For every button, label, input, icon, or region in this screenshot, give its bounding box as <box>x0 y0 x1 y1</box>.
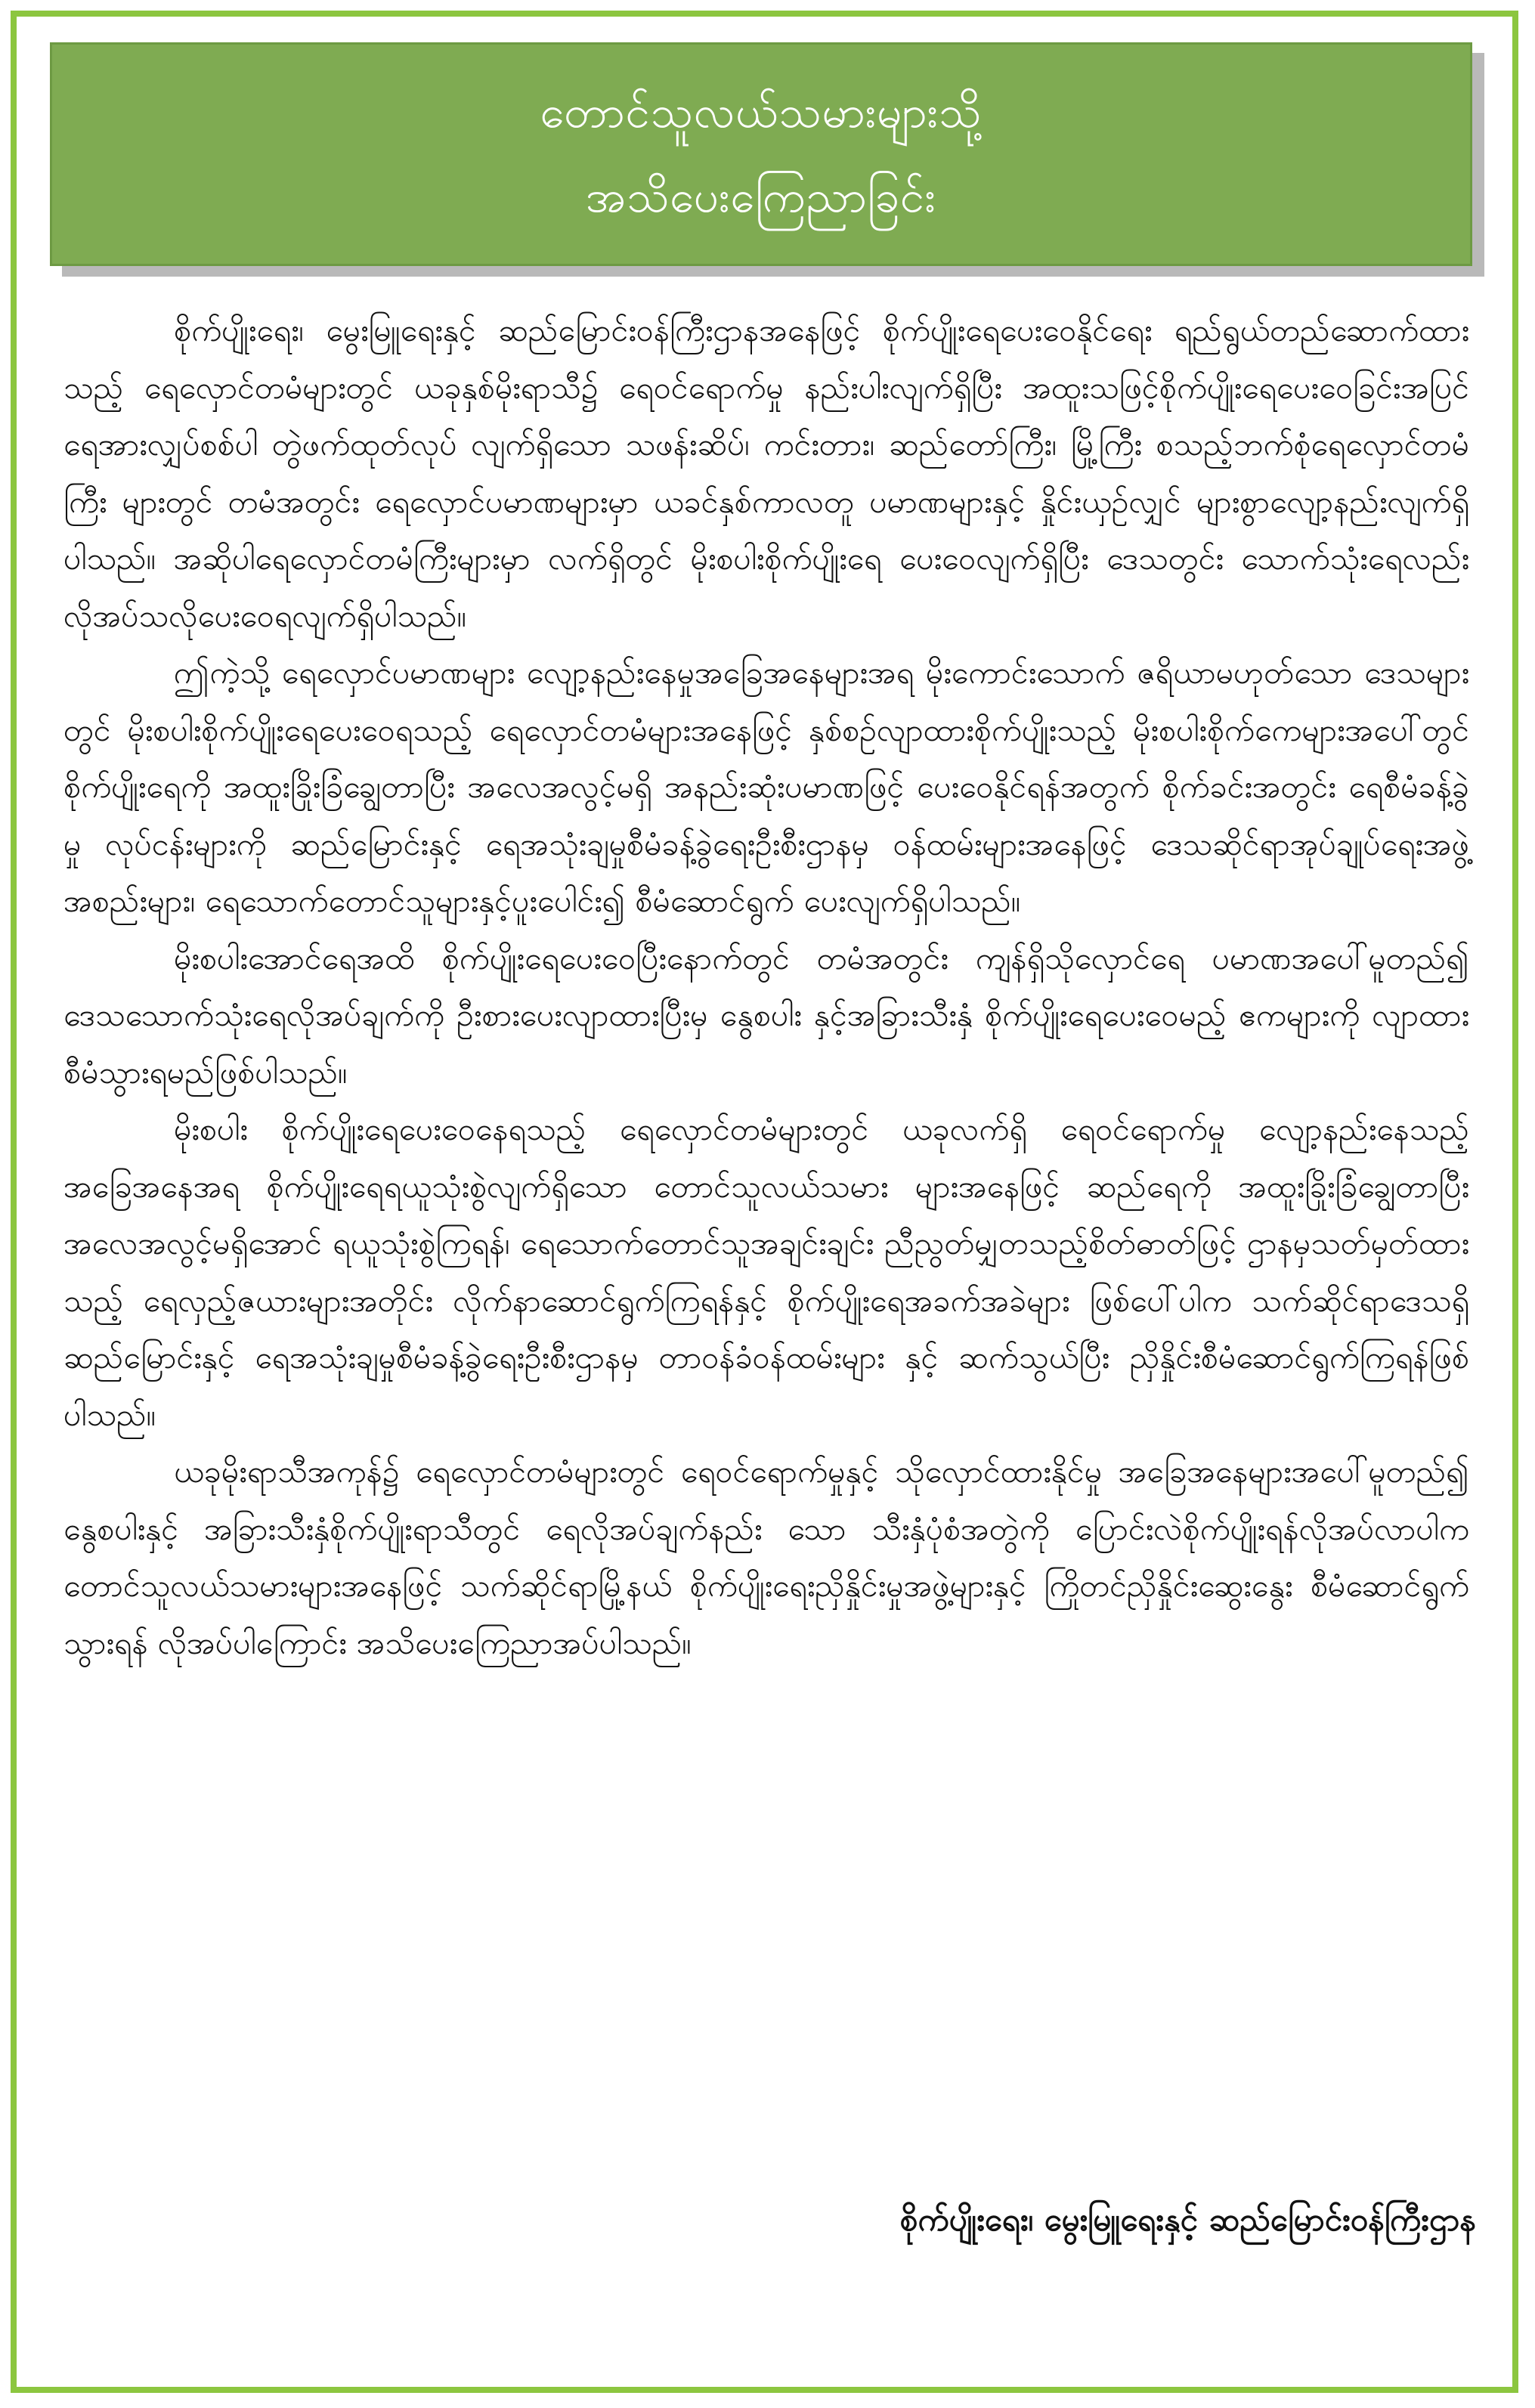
paragraph-4: မိုးစပါး စိုက်ပျိုးရေပေးဝေနေရသည့် ရေလှောင်တမံများတွင် ယခုလက်ရှိ ရေဝင်ရောက်မှု လျော့နည်းနေသည့် အခြေအနေအရ စိုက်ပျိုးရေရယူသုံးစွဲလျက်ရှိသော တောင်သူလယ်သမား များအနေဖြင့် ဆည်ရေကို အထူးခြိုးခြံချွေတာပြီး အလေအလွင့်မရှိအောင် ရယူသုံးစွဲကြရန်၊ ရေသောက်တောင်သူအချင်းချင်း ညီညွတ်မျှတသည့်စိတ်ဓာတ်ဖြင့် ဌာနမှသတ်မှတ်ထားသည့် ရေလှည့်ဇယားများအတိုင်း လိုက်နာဆောင်ရွက်ကြရန်နှင့် စိုက်ပျိုးရေအခက်အခဲများ ဖြစ်ပေါ်ပါက သက်ဆိုင်ရာဒေသရှိ ဆည်မြောင်းနှင့် ရေအသုံးချမှုစီမံခန့်ခွဲရေးဦးစီးဌာနမှ တာဝန်ခံဝန်ထမ်းများ နှင့် ဆက်သွယ်ပြီး ညှိနှိုင်းစီမံဆောင်ရွက်ကြရန်ဖြစ်ပါသည်။ <box>63 1111 1469 1433</box>
paragraph-1: စိုက်ပျိုးရေး၊ မွေးမြူရေးနှင့် ဆည်မြောင်းဝန်ကြီးဌာနအနေဖြင့် စိုက်ပျိုးရေပေးဝေနိုင်ရေး ရည်ရွယ်တည်ဆောက်ထားသည့် ရေလှောင်တမံများတွင် ယခုနှစ်မိုးရာသီ၌ ရေဝင်ရောက်မှု နည်းပါးလျက်ရှိပြီး အထူးသဖြင့်စိုက်ပျိုးရေပေးဝေခြင်းအပြင် ရေအားလျှပ်စစ်ပါ တွဲဖက်ထုတ်လုပ် လျက်ရှိသော သဖန်းဆိပ်၊ ကင်းတား၊ ဆည်တော်ကြီး၊ မြို့ကြီး စသည့်ဘက်စုံရေလှောင်တမံကြီး များတွင် တမံအတွင်း ရေလှောင်ပမာဏများမှာ ယခင်နှစ်ကာလတူ ပမာဏများနှင့် နှိုင်းယှဉ်လျှင် များစွာလျော့နည်းလျက်ရှိပါသည်။ အဆိုပါရေလှောင်တမံကြီးများမှာ လက်ရှိတွင် မိုးစပါးစိုက်ပျိုးရေ ပေးဝေလျက်ရှိပြီး ဒေသတွင်း သောက်သုံးရေလည်း လိုအပ်သလိုပေးဝေရလျက်ရှိပါသည်။ <box>63 312 1469 634</box>
title-banner <box>50 42 1472 266</box>
title-line-1: တောင်သူလယ်သမားများသို့ <box>540 86 983 138</box>
paragraph-3: မိုးစပါးအောင်ရေအထိ စိုက်ပျိုးရေပေးဝေပြီးနောက်တွင် တမံအတွင်း ကျန်ရှိသိုလှောင်ရေ ပမာဏအပေါ်မူတည်၍ ဒေသသောက်သုံးရေလိုအပ်ချက်ကို ဦးစားပေးလျာထားပြီးမှ နွေစပါး နှင့်အခြားသီးနှံ စိုက်ပျိုးရေပေးဝေမည့် ဧကများကို လျာထားစီမံသွားရမည်ဖြစ်ပါသည်။ <box>63 939 1469 1091</box>
announcement-body <box>63 302 1469 1672</box>
paragraph-2: ဤကဲ့သို့ ရေလှောင်ပမာဏများ လျော့နည်းနေမှုအခြေအနေများအရ မိုးကောင်းသောက် ဇရိယာမဟုတ်သော ဒေသများတွင် မိုးစပါးစိုက်ပျိုးရေပေးဝေရသည့် ရေလှောင်တမံများအနေဖြင့် နှစ်စဉ်လျာထားစိုက်ပျိုးသည့် မိုးစပါးစိုက်ကေများအပေါ်တွင် စိုက်ပျိုးရေကို အထူးခြိုးခြံချွေတာပြီး အလေအလွင့်မရှိ အနည်းဆုံးပမာဏဖြင့် ပေးဝေနိုင်ရန်အတွက် စိုက်ခင်းအတွင်း ရေစီမံခန့်ခွဲမှု လုပ်ငန်းများကို ဆည်မြောင်းနှင့် ရေအသုံးချမှုစီမံခန့်ခွဲရေးဦးစီးဌာနမှ ဝန်ထမ်းများအနေဖြင့် ဒေသဆိုင်ရာအုပ်ချုပ်ရေးအဖွဲ့အစည်းများ၊ ရေသောက်တောင်သူများနှင့်ပူးပေါင်း၍ စီမံဆောင်ရွက် ပေးလျက်ရှိပါသည်။ <box>63 655 1469 919</box>
title-line-2: အသိပေးကြေညာခြင်း <box>586 171 936 222</box>
paragraph-5: ယခုမိုးရာသီအကုန်၌ ရေလှောင်တမံများတွင် ရေဝင်ရောက်မှုနှင့် သိုလှောင်ထားနိုင်မှု အခြေအနေများအပေါ်မူတည်၍ နွေစပါးနှင့် အခြားသီးနှံစိုက်ပျိုးရာသီတွင် ရေလိုအပ်ချက်နည်း သော သီးနှံပုံစံအတွဲကို ပြောင်းလဲစိုက်ပျိုးရန်လိုအပ်လာပါက တောင်သူလယ်သမားများအနေဖြင့် သက်ဆိုင်ရာမြို့နယ် စိုက်ပျိုးရေးညှိနှိုင်းမှုအဖွဲ့များနှင့် ကြိုတင်ညှိနှိုင်းဆွေးနွေး စီမံဆောင်ရွက် သွားရန် လိုအပ်ပါကြောင်း အသိပေးကြေညာအပ်ပါသည်။ <box>63 1453 1469 1661</box>
ministry-signature: စိုက်ပျိုးရေး၊ မွေးမြူရေးနှင့် ဆည်မြောင်းဝန်ကြီးဌာန <box>899 2201 1476 2238</box>
